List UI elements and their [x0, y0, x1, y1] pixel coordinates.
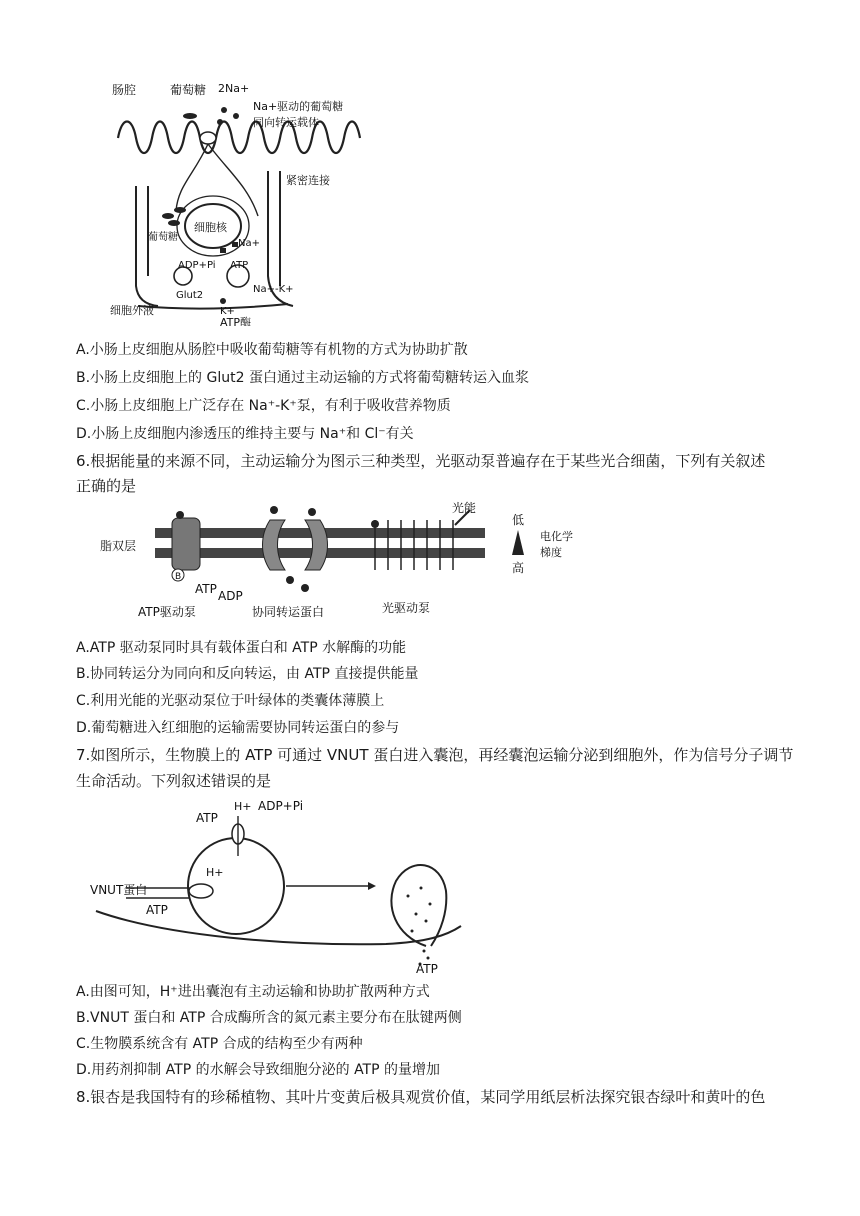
label-atpase: ATP酶 [220, 316, 252, 326]
label-gradient-1: 电化学 [540, 530, 573, 543]
label-h-top: H+ [234, 800, 252, 813]
label-adp-pi: ADP+Pi [178, 260, 216, 271]
q6-option-d: D.葡萄糖进入红细胞的运输需要协同转运蛋白的参与 [76, 720, 400, 736]
q7-option-c: C.生物膜系统含有 ATP 合成的结构至少有两种 [76, 1036, 363, 1052]
label-high: 高 [512, 561, 525, 575]
intestinal-cell-figure [108, 76, 408, 326]
label-k: K+ [220, 306, 235, 317]
label-atp-left: ATP [146, 903, 168, 917]
label-glucose-top: 葡萄糖 [170, 83, 207, 97]
q6-stem-line1: 6.根据能量的来源不同，主动运输分为图示三种类型，光驱动泵普遍存在于某些光合细菌，下列有关叙述 [76, 452, 766, 470]
label-light-pump: 光驱动泵 [382, 601, 431, 615]
label-light: 光能 [452, 501, 477, 515]
label-glut2: Glut2 [176, 290, 204, 301]
label-h-mid: H+ [206, 866, 224, 879]
q6-option-b: B.协同转运分为同向和反向转运，由 ATP 直接提供能量 [76, 666, 419, 682]
vnut-figure [86, 796, 486, 976]
q5-option-a: A.小肠上皮细胞从肠腔中吸收葡萄糖等有机物的方式为协助扩散 [76, 342, 468, 358]
label-cotransporter-2: 同向转运载体 [253, 116, 319, 129]
label-atp: ATP [195, 582, 217, 596]
q7-option-d: D.用药剂抑制 ATP 的水解会导致细胞分泌的 ATP 的量增加 [76, 1062, 440, 1078]
label-gradient-2: 梯度 [540, 546, 562, 559]
label-lumen: 肠腔 [112, 83, 137, 97]
q7-stem-line1: 7.如图所示，生物膜上的 ATP 可通过 VNUT 蛋白进入囊泡，再经囊泡运输分泌到细胞外，作为信号分子调节 [76, 746, 794, 764]
label-atp-pump: ATP驱动泵 [138, 605, 196, 619]
label-low: 低 [512, 513, 525, 527]
q6-option-c: C.利用光能的光驱动泵位于叶绿体的类囊体薄膜上 [76, 693, 385, 709]
label-vnut: VNUT蛋白 [90, 883, 148, 897]
label-tight-junction: 紧密连接 [286, 174, 330, 187]
q7-stem-line2: 生命活动。下列叙述错误的是 [76, 772, 272, 790]
q8-stem-line1: 8.银杏是我国特有的珍稀植物、其叶片变黄后极具观赏价值，某同学用纸层析法探究银杏绿叶和黄叶的色 [76, 1088, 766, 1106]
q5-option-c: C.小肠上皮细胞上广泛存在 Na⁺-K⁺泵，有利于吸收营养物质 [76, 398, 451, 414]
q5-option-d: D.小肠上皮细胞内渗透压的维持主要与 Na⁺和 Cl⁻有关 [76, 426, 414, 442]
label-nucleus: 细胞核 [194, 221, 227, 234]
q5-option-b: B.小肠上皮细胞上的 Glut2 蛋白通过主动运输的方式将葡萄糖转运入血浆 [76, 370, 529, 386]
label-cotransporter: Na+驱动的葡萄糖 [253, 100, 344, 113]
label-pump: Na+-K+ [253, 284, 294, 295]
q6-stem-line2: 正确的是 [76, 477, 137, 495]
label-cotransport: 协同转运蛋白 [252, 605, 325, 619]
label-atp-top: ATP [196, 811, 218, 825]
q7-option-b: B.VNUT 蛋白和 ATP 合成酶所含的氮元素主要分布在肽键两侧 [76, 1010, 462, 1026]
label-adp: ADP [218, 589, 243, 603]
q6-option-a: A.ATP 驱动泵同时具有载体蛋白和 ATP 水解酶的功能 [76, 640, 407, 656]
label-2na: 2Na+ [218, 82, 250, 95]
active-transport-figure [100, 500, 600, 625]
label-adp-pi: ADP+Pi [258, 799, 304, 813]
label-na: Na+ [238, 238, 260, 249]
q7-option-a: A.由图可知，H⁺进出囊泡有主动运输和协助扩散两种方式 [76, 984, 430, 1000]
label-extracellular: 细胞外液 [110, 304, 154, 317]
label-atp: ATP [230, 260, 249, 271]
label-atp-bottom: ATP [416, 962, 438, 976]
label-b: B [175, 572, 182, 582]
label-glucose-in: 葡萄糖 [148, 232, 178, 243]
label-bilayer: 脂双层 [100, 539, 137, 553]
